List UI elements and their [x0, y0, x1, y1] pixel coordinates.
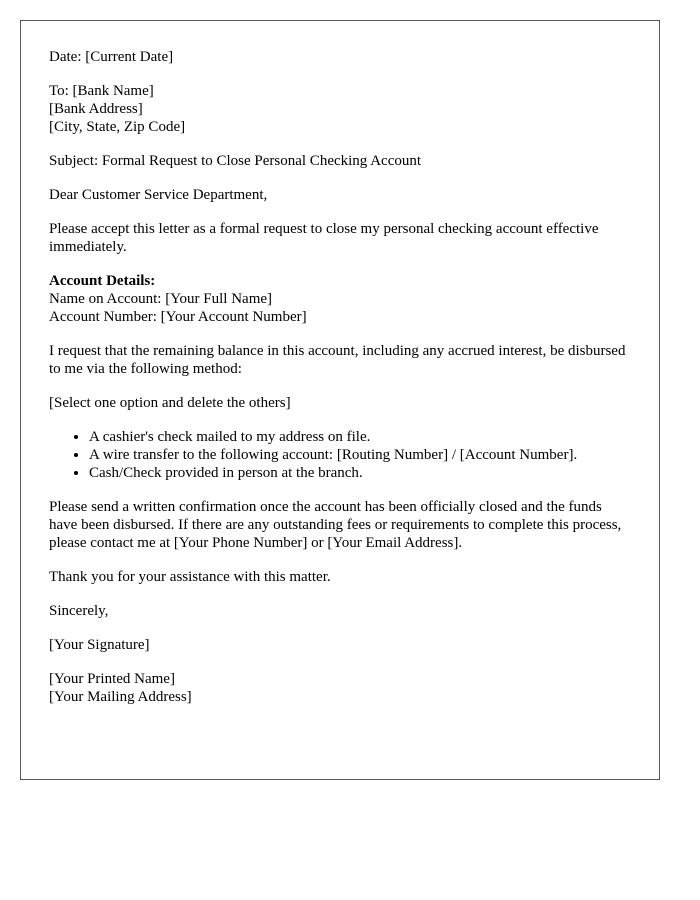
select-instruction: [Select one option and delete the others] — [49, 395, 291, 411]
recipient-city-state-zip: [City, State, Zip Code] — [49, 119, 186, 135]
account-name-line: Name on Account: [Your Full Name] — [49, 291, 273, 307]
sender-mailing-address: [Your Mailing Address] — [49, 689, 192, 705]
account-details-heading: Account Details: — [49, 273, 156, 289]
disbursement-options-list — [49, 428, 631, 482]
recipient-block — [49, 82, 631, 136]
account-number-line: Account Number: [Your Account Number] — [49, 309, 307, 325]
list-item: • Cash/Check provided in person at the branch. — [89, 464, 631, 482]
closing-line: Sincerely, — [49, 603, 109, 619]
recipient-bank-name: To: [Bank Name] — [49, 83, 154, 99]
confirmation-paragraph: Please send a written confirmation once the account has been officially closed and the funds have been disbursed. If there are any outstanding fees or requirements to complete this process, please contact me at [Your Phone Number] or [Your Email Address]. — [49, 499, 622, 551]
balance-paragraph: I request that the remaining balance in this account, including any accrued interest, be disbursed to me via the following method: — [49, 343, 626, 377]
letter-document — [20, 20, 660, 780]
signature-line: [Your Signature] — [49, 637, 150, 653]
sender-block — [49, 670, 631, 706]
salutation: Dear Customer Service Department, — [49, 187, 268, 203]
intro-paragraph: Please accept this letter as a formal request to close my personal checking account effective immediately. — [49, 221, 599, 255]
date-line: Date: [Current Date] — [49, 49, 174, 65]
sender-printed-name: [Your Printed Name] — [49, 671, 175, 687]
account-details-block — [49, 272, 631, 326]
thanks-line: Thank you for your assistance with this matter. — [49, 569, 331, 585]
subject-line: Subject: Formal Request to Close Personal Checking Account — [49, 153, 422, 169]
list-item: • A wire transfer to the following account: [Routing Number] / [Account Number]. — [89, 446, 631, 464]
list-item: • A cashier's check mailed to my address on file. — [89, 428, 631, 446]
recipient-bank-address: [Bank Address] — [49, 101, 143, 117]
